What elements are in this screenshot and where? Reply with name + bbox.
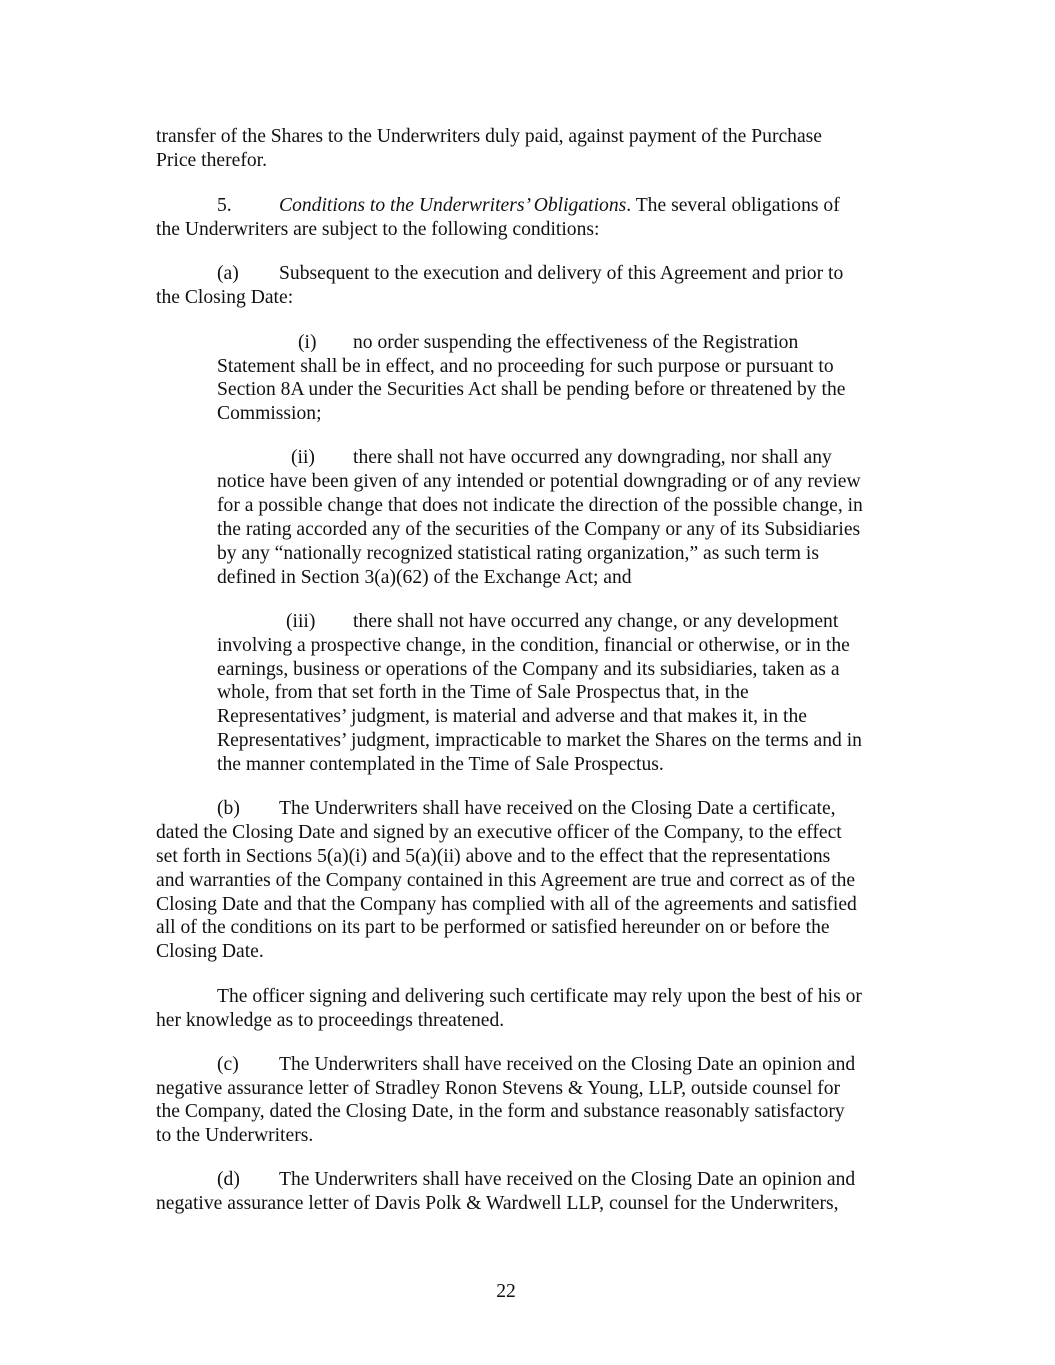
clause-b-line: and warranties of the Company contained in this Agreement are true and correct as of the [156,870,856,891]
clause-b-label: (b) [217,798,240,819]
clause-d-line: The Underwriters shall have received on the Closing Date an opinion and [279,1169,856,1190]
clause-a-ii-line: by any “nationally recognized statistical rating organization,” as such term is [217,543,819,564]
page-number: 22 [496,1281,516,1302]
clause-a-iii-line: Representatives’ judgment, impracticable to market the Shares on the terms and in [217,730,862,751]
clause-a-i-line: Statement shall be in effect, and no proceeding for such purpose or pursuant to [217,356,834,377]
clause-c-line: to the Underwriters. [156,1125,314,1146]
clause-d-label: (d) [217,1169,240,1190]
section-5-heading-rest: . The several obligations of [626,195,840,216]
officer-line: her knowledge as to proceedings threatened. [156,1010,505,1031]
section-5-heading-line [279,194,840,218]
clause-d-line: negative assurance letter of Davis Polk & Wardwell LLP, counsel for the Underwriters, [156,1193,839,1214]
clause-a-ii-line: notice have been given of any intended or potential downgrading or of any review [217,471,861,492]
clause-a-iii-line: earnings, business or operations of the Company and its subsidiaries, taken as a [217,659,840,680]
clause-a-ii-line: there shall not have occurred any downgrading, nor shall any [353,447,832,468]
clause-b-line: set forth in Sections 5(a)(i) and 5(a)(ii) above and to the effect that the representations [156,846,831,867]
clause-a-i-line: Section 8A under the Securities Act shall be pending before or threatened by the [217,379,846,400]
clause-a-ii-label: (ii) [291,447,315,468]
intro-line-2: Price therefor. [156,150,267,171]
clause-c-line: The Underwriters shall have received on the Closing Date an opinion and [279,1054,856,1075]
clause-a-i-line: Commission; [217,403,322,424]
section-5-line-2: the Underwriters are subject to the following conditions: [156,219,600,240]
clause-a-i-line: no order suspending the effectiveness of the Registration [353,332,799,353]
clause-a-line-2: the Closing Date: [156,287,294,308]
clause-c-line: the Company, dated the Closing Date, in the form and substance reasonably satisfactory [156,1101,845,1122]
clause-a-line-1: Subsequent to the execution and delivery of this Agreement and prior to [279,263,844,284]
clause-b-line: all of the conditions on its part to be performed or satisfied hereunder on or before the [156,917,830,938]
clause-a-iii-line: the manner contemplated in the Time of Sale Prospectus. [217,754,664,775]
clause-b-line: dated the Closing Date and signed by an executive officer of the Company, to the effect [156,822,842,843]
clause-a-ii-line: for a possible change that does not indicate the direction of the possible change, in [217,495,863,516]
clause-a-i-label: (i) [298,332,317,353]
clause-a-iii-line: whole, from that set forth in the Time of Sale Prospectus that, in the [217,682,749,703]
clause-c-label: (c) [217,1054,239,1075]
clause-a-ii-line: the rating accorded any of the securities of the Company or any of its Subsidiaries [217,519,861,540]
clause-a-ii-line: defined in Section 3(a)(62) of the Exchange Act; and [217,567,632,588]
clause-c-line: negative assurance letter of Stradley Ronon Stevens & Young, LLP, outside counsel for [156,1078,841,1099]
clause-b-line: Closing Date and that the Company has complied with all of the agreements and satisfied [156,894,857,915]
officer-line: The officer signing and delivering such certificate may rely upon the best of his or [217,986,862,1007]
intro-line-1: transfer of the Shares to the Underwriters duly paid, against payment of the Purchase [156,126,822,147]
clause-a-iii-line: involving a prospective change, in the condition, financial or otherwise, or in the [217,635,850,656]
section-5-number: 5. [217,195,232,216]
clause-b-line: Closing Date. [156,941,264,962]
clause-a-label: (a) [217,263,239,284]
section-5-heading: Conditions to the Underwriters’ Obligations [279,195,627,216]
clause-a-iii-label: (iii) [286,611,316,632]
clause-a-iii-line: there shall not have occurred any change, or any development [353,611,839,632]
clause-b-line: The Underwriters shall have received on the Closing Date a certificate, [279,798,836,819]
clause-a-iii-line: Representatives’ judgment, is material and adverse and that makes it, in the [217,706,807,727]
